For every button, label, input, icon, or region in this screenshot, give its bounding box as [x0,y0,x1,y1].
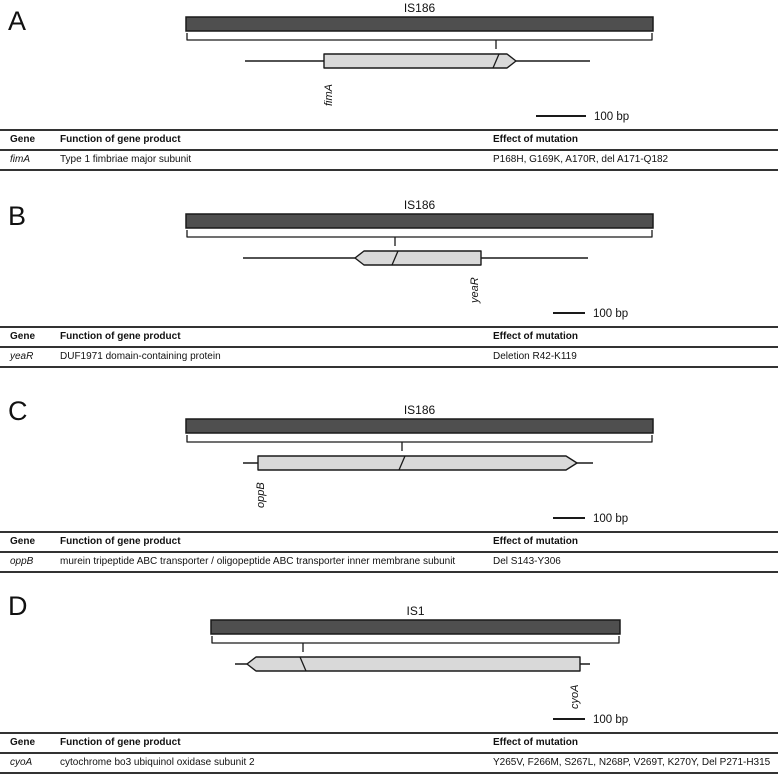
function-cell: Type 1 fimbriae major subunit [60,154,192,165]
table-header-row [0,735,778,751]
panel-B [0,195,778,390]
gene-arrow [247,657,580,671]
gene-column-header: Gene [10,134,36,145]
panel-D [0,585,778,780]
bracket [187,435,652,442]
table-mid-rule [0,752,778,754]
is-element-bar [186,419,653,433]
scale-bar-label: 100 bp [593,513,629,525]
function-column-header: Function of gene product [60,536,181,547]
function-column-header: Function of gene product [60,331,181,342]
is-element-bar [211,620,620,634]
gene-cell: oppB [10,556,34,567]
table-mid-rule [0,551,778,553]
bracket [187,33,652,40]
table-top-rule [0,129,778,131]
function-column-header: Function of gene product [60,737,181,748]
table-top-rule [0,531,778,533]
scale-bar-label: 100 bp [593,714,629,726]
table-row [0,554,778,570]
effect-cell: Deletion R42-K119 [493,351,577,362]
table-header-row [0,132,778,148]
is-element-title: IS186 [403,403,436,417]
panel-letter: B [8,201,27,231]
function-column-header: Function of gene product [60,134,181,145]
panel-letter: A [8,6,27,36]
gene-name-label: cyoA [569,684,581,709]
effect-column-header: Effect of mutation [493,331,578,342]
function-cell: cytochrome bo3 ubiquinol oxidase subunit 2 [60,757,255,768]
function-cell: DUF1971 domain-containing protein [60,351,221,362]
gene-name-label: oppB [255,482,267,508]
gene-arrow [258,456,577,470]
effect-column-header: Effect of mutation [493,134,578,145]
is-element-title: IS186 [403,198,436,212]
is-element-bar [186,214,653,228]
table-mid-rule [0,346,778,348]
table-row [0,755,778,771]
panel-letter: D [8,591,28,621]
table-top-rule [0,732,778,734]
gene-cell: cyoA [10,757,33,768]
table-bottom-rule [0,571,778,573]
gene-arrow [324,54,516,68]
is-element-bar [186,17,653,31]
table-bottom-rule [0,366,778,368]
bracket [187,230,652,237]
panel-D-mutation-table [0,732,778,776]
gene-column-header: Gene [10,737,36,748]
table-bottom-rule [0,169,778,171]
effect-cell: Del S143-Y306 [493,556,561,567]
gene-arrow [355,251,481,265]
gene-cell: yeaR [10,351,34,362]
table-header-row [0,329,778,345]
panel-C-mutation-table [0,531,778,575]
gene-name-label: fimA [323,84,335,106]
scale-bar-label: 100 bp [594,111,630,123]
table-bottom-rule [0,772,778,774]
effect-cell: P168H, G169K, A170R, del A171-Q182 [493,154,669,165]
effect-cell: Y265V, F266M, S267L, N268P, V269T, K270Y, Del P271-H315 [493,757,771,768]
gene-column-header: Gene [10,536,36,547]
bracket [212,636,619,643]
is-element-title: IS186 [403,1,436,15]
table-header-row [0,534,778,550]
table-row [0,349,778,365]
effect-column-header: Effect of mutation [493,536,578,547]
panel-C [0,390,778,585]
table-mid-rule [0,149,778,151]
effect-column-header: Effect of mutation [493,737,578,748]
table-top-rule [0,326,778,328]
gene-name-label: yeaR [469,277,481,303]
panel-letter: C [8,396,28,426]
gene-column-header: Gene [10,331,36,342]
gene-cell: fimA [10,154,30,165]
panel-A-mutation-table [0,129,778,173]
is-element-title: IS1 [406,604,425,618]
panel-B-mutation-table [0,326,778,370]
scale-bar-label: 100 bp [593,308,629,320]
function-cell: murein tripeptide ABC transporter / oligopeptide ABC transporter inner membrane subunit [60,556,456,567]
panel-A [0,0,778,195]
table-row [0,152,778,168]
